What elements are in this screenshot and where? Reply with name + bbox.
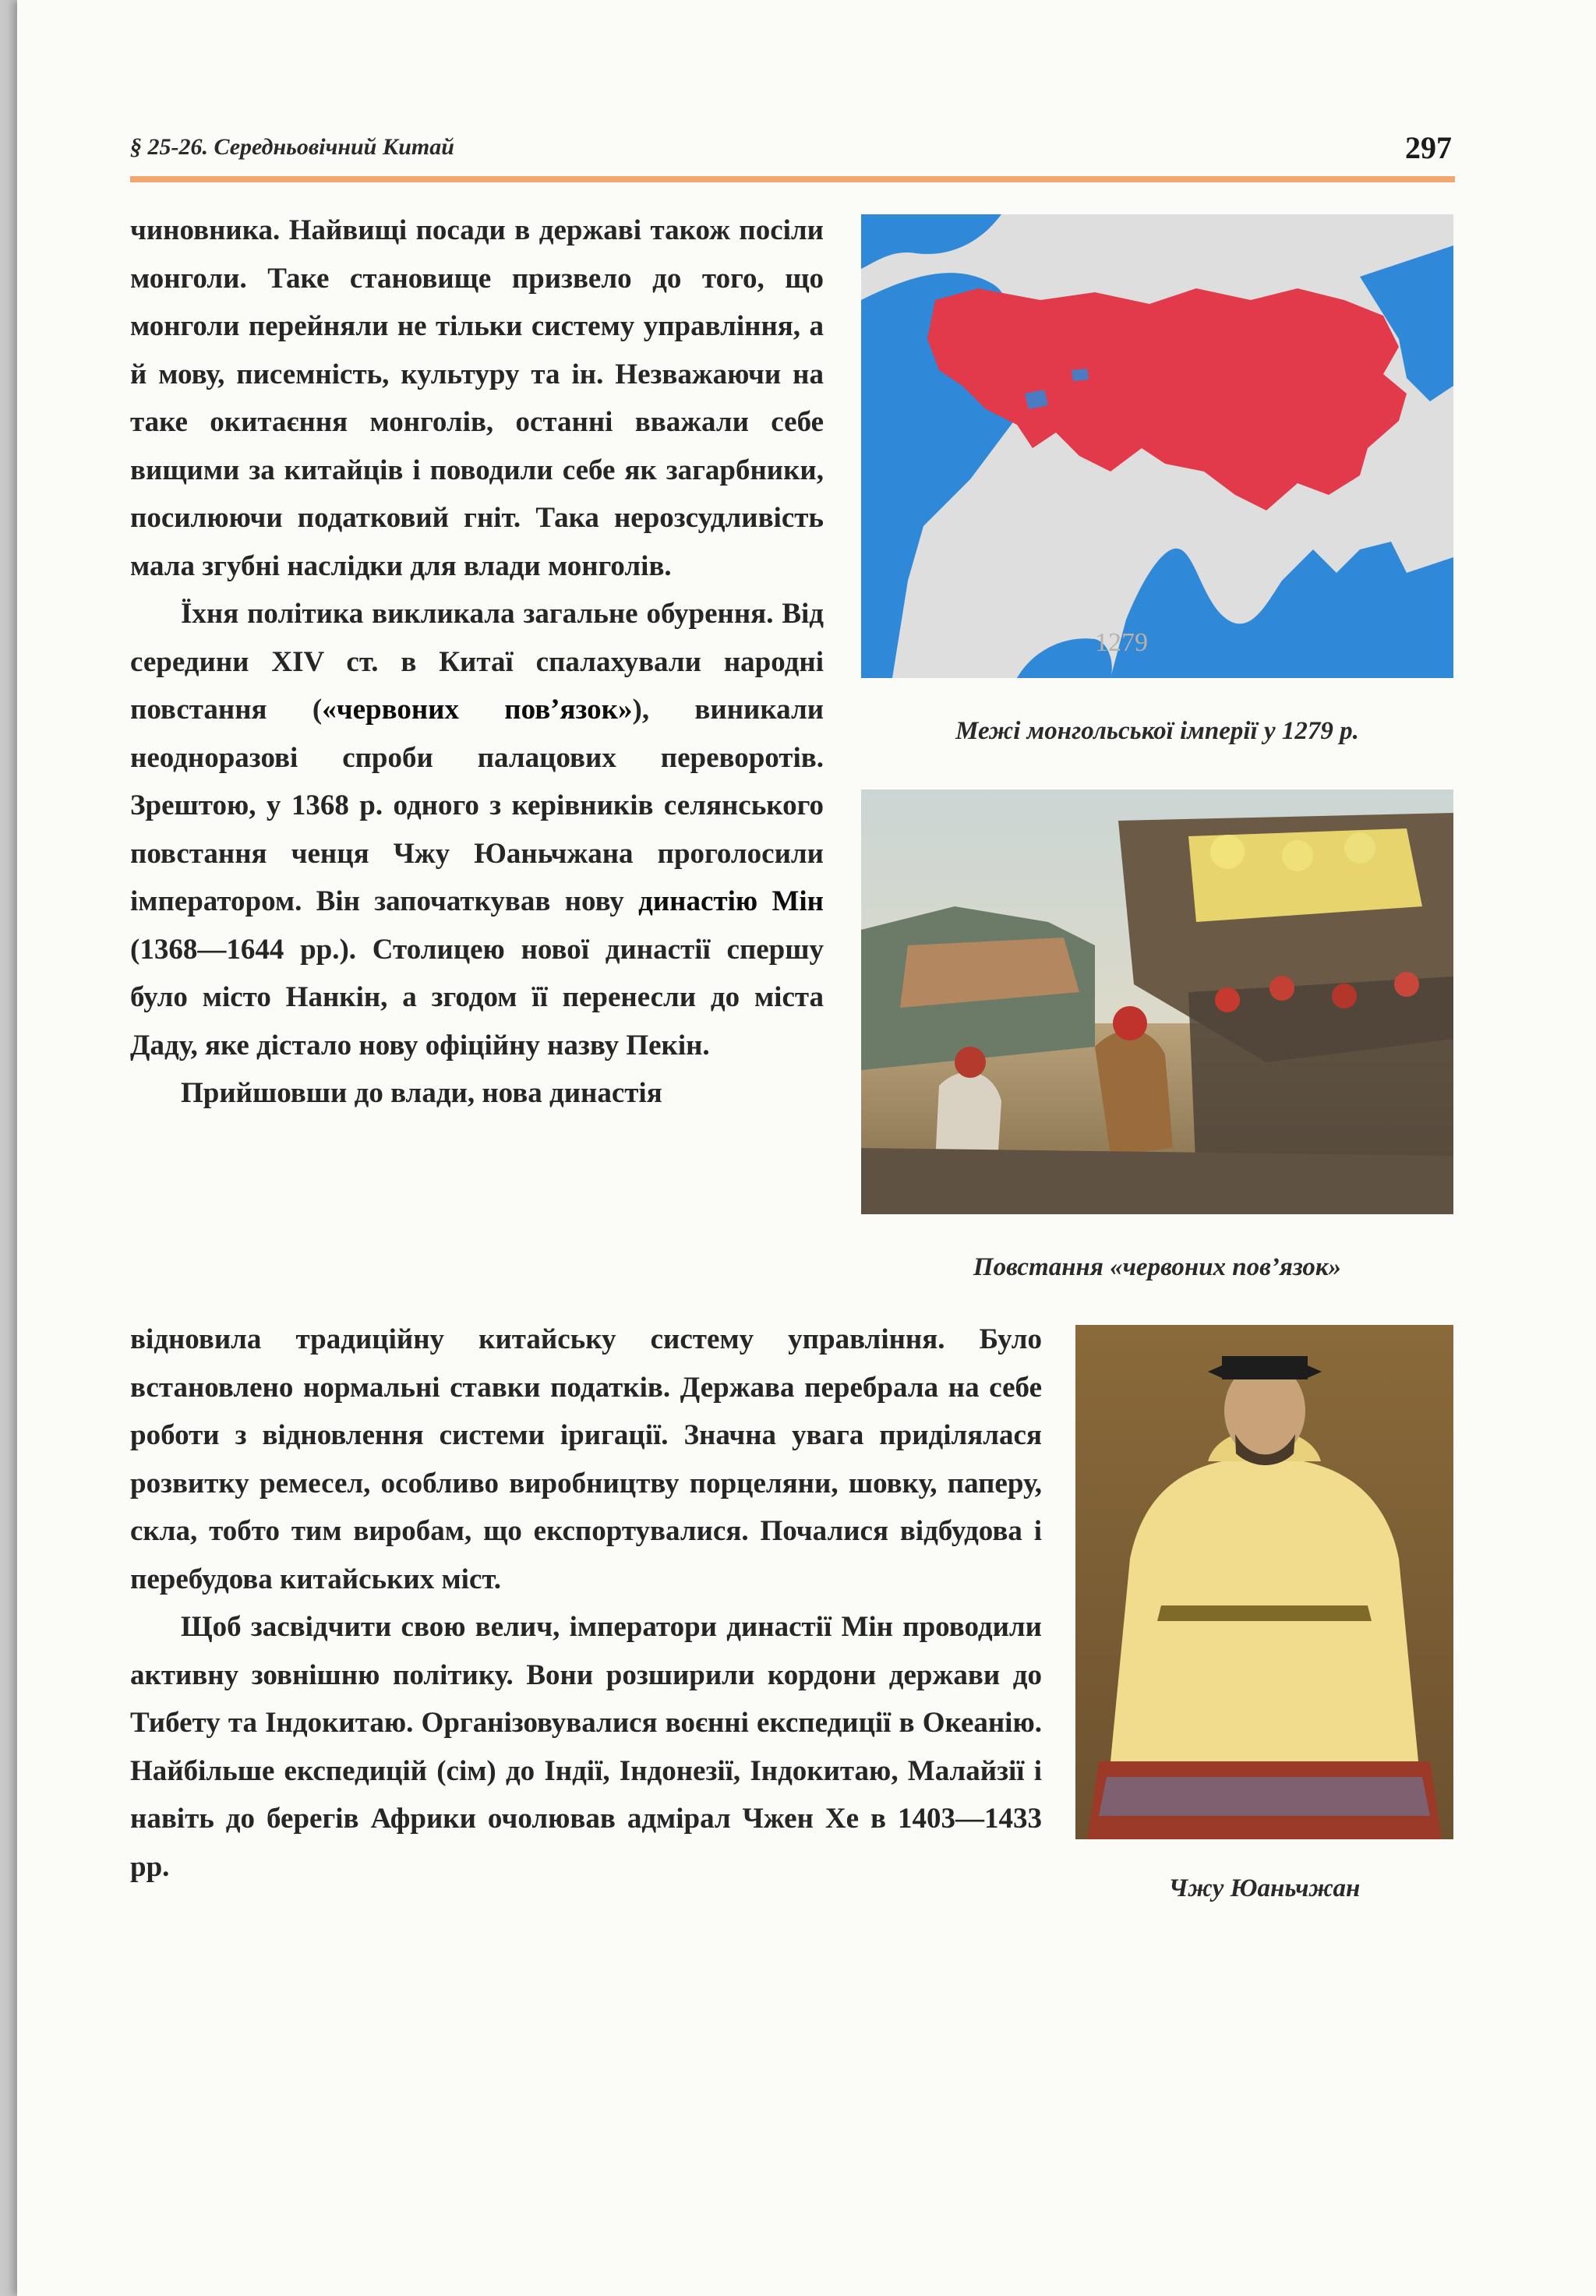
painting-caption: Повстання «червоних пов’язок» [973,1253,1342,1281]
term-red-bands: «червоних пов’язок» [322,694,633,726]
map-caption: Межі монгольської імперії у 1279 р. [955,717,1359,745]
zhu-yuanzhang-portrait [1075,1325,1453,1839]
paragraph-2 [130,590,824,1069]
text-column-narrow [130,207,824,1118]
paragraph-4: Щоб засвідчити свою велич, імператори династії Мін проводили активну зовнішню політику. Вони розширили кордони держави до Тибету та Індокитаю. Організовувалися воєнні експедиції в Океанію. Найбільше експедицій (сім) до Індії, Індонезії, Індокитаю, Малайзії і навіть до берегів Африки очолював адмірал Чжен Хе в 1403—1433 рр. [130,1611,1042,1883]
term-ming-dynasty: династію Мін [638,885,824,917]
map-year-label: 1279 [1095,628,1148,657]
textbook-page [17,0,1596,2296]
map-illustration [861,214,1453,678]
paragraph-2-text-2: ), виникали неодноразові спроби палацових переворотів. Зрештою, у 1368 р. одного з керівників селянського повстання ченця Чжу Юаньчжана проголосили імператором. Він започаткував нову [130,694,824,917]
red-turban-rebellion-painting [861,789,1453,1214]
paragraph-1: чиновника. Найвищі посади в державі також посіли монголи. Таке становище призвело до того, що монголи перейняли не тільки систему управління, а й мову, писемність, культуру та ін. Незважаючи на таке окитаєння монголів, останні вважали себе вищими за китайців і поводили себе як загарбники, посилюючи податковий гніт. Така нерозсудливість мала згубні наслідки для влади монголів. [130,214,824,582]
painting-illustration [861,789,1453,1214]
running-head: § 25-26. Середньовічний Китай [130,134,454,160]
header-rule [130,176,1455,182]
mongol-empire-map [861,214,1453,678]
portrait-illustration [1075,1325,1453,1839]
paragraph-2-text: Їхня політика викликала загальне обурення. Від середини XIV ст. в Китаї спалахували народні повстання ( [130,598,824,726]
text-column-wide [130,1316,1042,1891]
paragraph-3-rest: відновила традиційну китайську систему управління. Було встановлено нормальні ставки податків. Держава перебрала на себе роботи з відновлення системи іригації. Значна увага приділялася розвитку ремесел, особливо виробництву порцеляни, шовку, паперу, скла, тобто тим виробам, що експортувалися. Почалися відбудова і перебудова китайських міст. [130,1323,1042,1595]
paragraph-3-start: Прийшовши до влади, нова династія [181,1077,662,1109]
paragraph-2-text-3: (1368—1644 рр.). Столицею нової династії спершу було місто Нанкін, а згодом її перенесли до міста Даду, яке дістало нову офіційну назву Пекін. [130,933,824,1061]
portrait-caption: Чжу Юаньчжан [1168,1874,1361,1902]
page-number: 297 [1405,130,1452,165]
